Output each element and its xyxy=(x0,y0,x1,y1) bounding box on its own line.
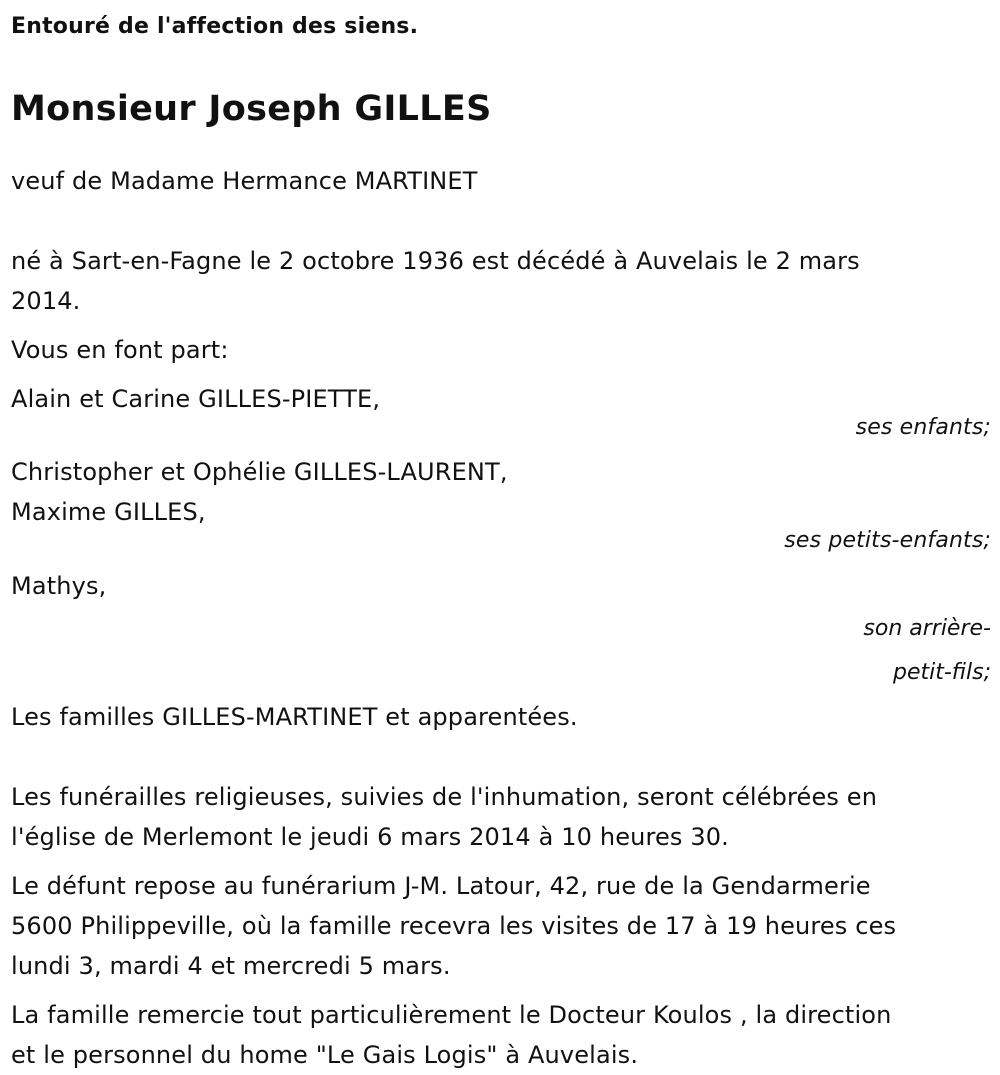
family-member-great-grandchild: Mathys, xyxy=(11,572,107,600)
death-notice xyxy=(11,0,991,1075)
relation-great-grandchild-line: petit-fils; xyxy=(892,660,991,685)
thanks-line: La famille remercie tout particulièrement le Docteur Koulos , la direction xyxy=(11,1001,892,1029)
birth-death-line: 2014. xyxy=(11,287,81,315)
deceased-name: Monsieur Joseph GILLES xyxy=(11,89,492,129)
relation-great-grandchild xyxy=(11,607,991,695)
funerarium-line: 5600 Philippeville, où la famille recevra les visites de 17 à 19 heures ces xyxy=(11,912,897,940)
thanks-line: et le personnel du home "Le Gais Logis" à Auvelais. xyxy=(11,1041,639,1069)
funeral-line: l'église de Merlemont le jeudi 6 mars 2014 à 10 heures 30. xyxy=(11,823,729,851)
birth-death-line: né à Sart-en-Fagne le 2 octobre 1936 est décédé à Auvelais le 2 mars xyxy=(11,247,860,275)
funeral-info xyxy=(11,777,991,857)
funerarium-line: lundi 3, mardi 4 et mercredi 5 mars. xyxy=(11,952,451,980)
widow-of-text: veuf de Madame Hermance MARTINET xyxy=(11,167,478,195)
family-member-grandchild: Maxime GILLES, xyxy=(11,498,206,526)
birth-death-info xyxy=(11,241,991,321)
relation-great-grandchild-line: son arrière- xyxy=(863,616,991,641)
announce-text: Vous en font part: xyxy=(11,336,229,364)
funerarium-line: Le défunt repose au funérarium J-M. Latour, 42, rue de la Gendarmerie xyxy=(11,872,871,900)
relation-grandchildren: ses petits-enfants; xyxy=(784,528,991,553)
intro-text: Entouré de l'affection des siens. xyxy=(11,14,419,39)
family-member-children: Alain et Carine GILLES-PIETTE, xyxy=(11,385,381,413)
relation-children: ses enfants; xyxy=(855,415,991,440)
funeral-line: Les funérailles religieuses, suivies de l'inhumation, seront célébrées en xyxy=(11,783,878,811)
thanks-info xyxy=(11,995,991,1075)
funerarium-info xyxy=(11,866,991,986)
families-text: Les familles GILLES-MARTINET et apparentées. xyxy=(11,703,578,731)
family-member-grandchild: Christopher et Ophélie GILLES-LAURENT, xyxy=(11,458,508,486)
